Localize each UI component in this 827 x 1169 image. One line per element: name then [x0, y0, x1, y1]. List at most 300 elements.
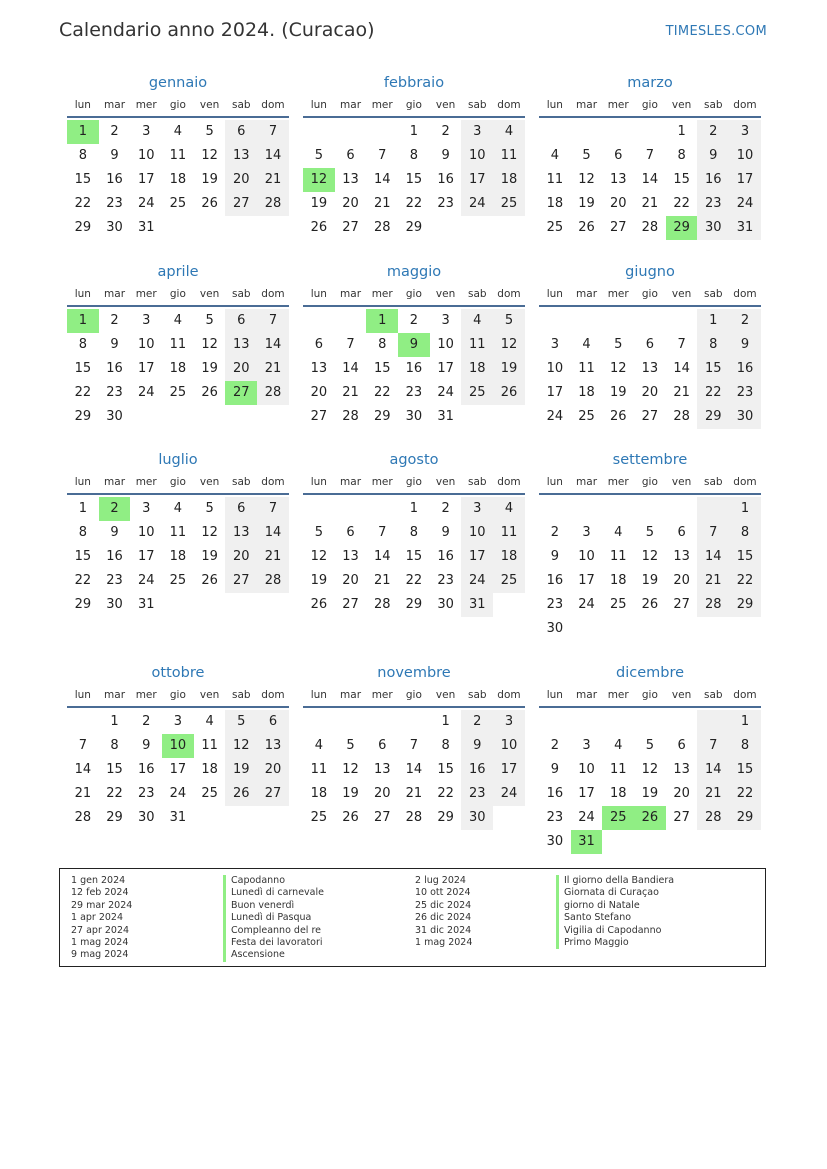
empty-cell [634, 309, 666, 333]
month-name: aprile [157, 264, 199, 280]
weekday-label: sab [467, 99, 487, 111]
day-cell: 1 [729, 710, 761, 734]
empty-cell [697, 710, 729, 734]
weekday-label: mer [607, 689, 629, 701]
day-cell: 1 [441, 714, 450, 729]
day-cell: 28 [257, 569, 289, 593]
day-cell: 8 [378, 337, 387, 352]
day-cell: 20 [342, 196, 359, 211]
empty-cell [539, 120, 571, 144]
empty-cell [666, 710, 698, 734]
day-cell: 18 [201, 762, 218, 777]
day-cell: 30 [546, 834, 564, 849]
empty-cell [602, 120, 634, 144]
day-cell: 24 [493, 782, 525, 806]
day-cell: 1 [729, 497, 761, 521]
day-cell: 3 [142, 313, 151, 328]
weekday-label: dom [261, 689, 285, 701]
day-cell: 23 [546, 597, 564, 612]
day-cell: 22 [437, 786, 454, 801]
day-cell: 4 [550, 148, 559, 163]
day-cell: 27 [225, 192, 257, 216]
day-cell: 21 [257, 357, 289, 381]
day-cell: 17 [493, 758, 525, 782]
day-cell: 31 [137, 597, 155, 612]
month-name: giugno [625, 264, 675, 280]
holiday-legend [59, 868, 766, 967]
day-cell: 25 [546, 220, 564, 235]
day-cell: 14 [74, 762, 92, 777]
legend-holiday-name: giorno di Natale [556, 900, 674, 912]
day-cell: 16 [106, 172, 123, 187]
day-cell: 25 [169, 385, 187, 400]
empty-cell [666, 309, 698, 333]
empty-cell [335, 120, 367, 144]
day-cell: 15 [437, 762, 454, 777]
weekday-label: gio [169, 689, 186, 701]
weekday-label: lun [310, 99, 327, 111]
day-cell: 1 [677, 124, 686, 139]
day-cell: 13 [641, 361, 659, 376]
day-cell: 10 [137, 525, 155, 540]
day-cell: 31 [437, 409, 454, 424]
day-cell: 10 [137, 148, 155, 163]
day-cell: 12 [310, 549, 328, 564]
weekday-label: gio [641, 476, 658, 488]
day-cell: 9 [697, 144, 729, 168]
weekday-label: ven [199, 689, 220, 701]
day-cell: 13 [225, 333, 257, 357]
day-cell: 13 [673, 762, 690, 777]
month-name: marzo [627, 75, 673, 91]
day-cell: 3 [461, 497, 493, 521]
day-cell: 30 [106, 597, 123, 612]
day-cell: 24 [169, 786, 187, 801]
day-cell: 26 [225, 782, 257, 806]
weekday-label: sab [231, 288, 251, 300]
legend-date: 1 mag 2024 [71, 937, 129, 949]
day-cell: 27 [673, 810, 690, 825]
day-cell: 11 [609, 762, 627, 777]
day-cell: 11 [546, 172, 564, 187]
day-cell: 18 [609, 573, 627, 588]
day-cell: 21 [373, 196, 391, 211]
day-cell: 27 [641, 409, 659, 424]
day-cell: 20 [225, 545, 257, 569]
day-cell: 29 [437, 810, 454, 825]
legend-date: 31 dic 2024 [415, 924, 472, 936]
day-cell: 16 [461, 758, 493, 782]
legend-holiday-name: Buon venerdì [223, 900, 324, 912]
empty-cell [398, 710, 430, 734]
month-febbraio [303, 72, 525, 240]
legend-holiday-name: Giornata di Curaçao [556, 887, 674, 899]
day-cell: 5 [493, 309, 525, 333]
legend-holiday-name: Primo Maggio [556, 937, 674, 949]
day-cell: 31 [169, 810, 187, 825]
day-cell: 8 [110, 738, 119, 753]
weekday-label: lun [546, 99, 563, 111]
day-cell: 4 [205, 714, 214, 729]
day-cell: 13 [225, 144, 257, 168]
day-cell: 16 [137, 762, 155, 777]
day-cell: 4 [614, 525, 623, 540]
day-cell: 3 [461, 120, 493, 144]
empty-cell [335, 497, 367, 521]
legend-dates-right [415, 875, 472, 949]
day-cell: 28 [641, 220, 659, 235]
day-cell: 5 [645, 525, 655, 540]
month-luglio [67, 449, 289, 617]
day-cell: 27 [225, 569, 257, 593]
day-cell: 23 [137, 786, 155, 801]
day-cell: 8 [677, 148, 686, 163]
day-grid [539, 120, 761, 240]
empty-cell [539, 497, 571, 521]
day-cell: 5 [225, 710, 257, 734]
day-cell: 4 [614, 738, 623, 753]
empty-cell [571, 497, 603, 521]
day-cell: 30 [106, 409, 123, 424]
day-cell: 19 [641, 786, 659, 801]
day-cell: 11 [493, 144, 525, 168]
weekday-label: ven [671, 476, 692, 488]
day-cell: 4 [173, 124, 183, 139]
day-cell: 4 [461, 309, 493, 333]
month-giugno [539, 261, 761, 429]
weekday-label: sab [467, 689, 487, 701]
weekday-label: lun [546, 689, 563, 701]
legend-date: 27 apr 2024 [71, 924, 130, 936]
day-grid [303, 497, 525, 617]
day-cell: 22 [729, 782, 761, 806]
day-cell: 7 [645, 148, 655, 163]
weekday-label: sab [703, 99, 723, 111]
day-cell: 14 [373, 172, 391, 187]
day-cell: 10 [461, 521, 493, 545]
weekday-label: gio [641, 99, 658, 111]
day-cell: 17 [137, 361, 155, 376]
day-cell: 30 [461, 806, 493, 830]
legend-date: 12 feb 2024 [71, 887, 129, 899]
empty-cell [303, 120, 335, 144]
holiday-day-cell: 1 [67, 120, 99, 144]
legend-date: 1 apr 2024 [71, 912, 124, 924]
day-cell: 13 [373, 762, 391, 777]
month-name: ottobre [151, 665, 205, 681]
day-cell: 17 [461, 168, 493, 192]
legend-holiday-name: Lunedì di Pasqua [223, 912, 324, 924]
day-cell: 30 [405, 409, 423, 424]
weekday-label: mer [371, 99, 393, 111]
day-cell: 26 [493, 381, 525, 405]
day-cell: 20 [609, 196, 627, 211]
weekday-header [67, 283, 289, 307]
day-cell: 26 [201, 196, 218, 211]
day-cell: 2 [409, 313, 419, 328]
weekday-label: ven [435, 476, 456, 488]
day-cell: 21 [257, 168, 289, 192]
page-title: Calendario anno 2024. (Curacao) [59, 19, 375, 41]
day-cell: 6 [378, 738, 387, 753]
weekday-label: gio [641, 689, 658, 701]
day-cell: 20 [225, 357, 257, 381]
day-cell: 11 [493, 521, 525, 545]
weekday-label: gio [169, 99, 186, 111]
day-cell: 16 [437, 172, 454, 187]
day-cell: 9 [110, 148, 119, 163]
day-cell: 29 [697, 405, 729, 429]
day-cell: 23 [405, 385, 423, 400]
day-cell: 2 [441, 501, 450, 516]
legend-date: 26 dic 2024 [415, 912, 472, 924]
day-cell: 15 [106, 762, 123, 777]
day-cell: 5 [314, 148, 323, 163]
day-cell: 20 [225, 168, 257, 192]
weekday-header [539, 283, 761, 307]
day-cell: 19 [578, 196, 595, 211]
weekday-label: gio [405, 476, 422, 488]
month-agosto [303, 449, 525, 617]
weekday-label: mar [104, 288, 126, 300]
day-grid [303, 710, 525, 830]
day-cell: 8 [697, 333, 729, 357]
day-cell: 29 [373, 409, 391, 424]
day-cell: 26 [310, 220, 328, 235]
day-cell: 9 [142, 738, 151, 753]
day-cell: 17 [137, 172, 155, 187]
weekday-label: sab [467, 288, 487, 300]
day-cell: 5 [645, 738, 655, 753]
day-cell: 14 [373, 549, 391, 564]
empty-cell [634, 710, 666, 734]
weekday-label: lun [74, 288, 91, 300]
day-cell: 15 [697, 357, 729, 381]
weekday-label: mer [135, 476, 157, 488]
day-cell: 7 [378, 148, 387, 163]
day-cell: 16 [106, 361, 123, 376]
day-cell: 27 [373, 810, 391, 825]
day-cell: 28 [373, 220, 391, 235]
day-cell: 3 [441, 313, 450, 328]
day-grid [539, 497, 761, 641]
day-grid [67, 497, 289, 617]
day-cell: 8 [78, 525, 87, 540]
legend-date: 9 mag 2024 [71, 949, 129, 961]
day-cell: 27 [342, 220, 359, 235]
day-cell: 24 [546, 409, 564, 424]
empty-cell [602, 710, 634, 734]
day-cell: 8 [78, 148, 87, 163]
day-cell: 13 [342, 172, 359, 187]
day-cell: 15 [373, 361, 391, 376]
day-cell: 30 [437, 597, 454, 612]
day-cell: 6 [314, 337, 323, 352]
month-marzo [539, 72, 761, 240]
day-cell: 12 [201, 337, 218, 352]
day-cell: 14 [257, 333, 289, 357]
day-cell: 24 [578, 810, 595, 825]
day-cell: 10 [578, 762, 595, 777]
weekday-label: dom [497, 99, 521, 111]
month-novembre [303, 662, 525, 830]
weekday-label: dom [261, 288, 285, 300]
weekday-header [539, 684, 761, 708]
weekday-label: ven [671, 288, 692, 300]
day-cell: 31 [137, 220, 155, 235]
day-cell: 10 [137, 337, 155, 352]
weekday-label: lun [310, 476, 327, 488]
weekday-label: ven [435, 288, 456, 300]
day-cell: 2 [550, 738, 559, 753]
day-cell: 19 [641, 573, 659, 588]
day-cell: 12 [225, 734, 257, 758]
day-cell: 18 [169, 361, 187, 376]
empty-cell [303, 309, 335, 333]
empty-cell [602, 309, 634, 333]
day-cell: 7 [78, 738, 87, 753]
day-cell: 5 [346, 738, 355, 753]
day-cell: 8 [729, 734, 761, 758]
empty-cell [571, 309, 603, 333]
day-cell: 19 [310, 573, 328, 588]
day-cell: 14 [673, 361, 690, 376]
weekday-label: mer [371, 689, 393, 701]
day-cell: 28 [74, 810, 92, 825]
day-cell: 20 [342, 573, 359, 588]
weekday-label: dom [733, 99, 757, 111]
day-cell: 13 [310, 361, 328, 376]
day-cell: 20 [310, 385, 328, 400]
day-cell: 26 [342, 810, 359, 825]
day-cell: 30 [546, 621, 564, 636]
weekday-header [67, 94, 289, 118]
brand-link[interactable]: TIMESLES.COM [665, 24, 767, 39]
day-cell: 3 [582, 525, 591, 540]
day-cell: 13 [609, 172, 627, 187]
weekday-label: mer [135, 689, 157, 701]
day-cell: 8 [409, 148, 419, 163]
day-cell: 20 [641, 385, 659, 400]
weekday-label: dom [497, 476, 521, 488]
day-cell: 14 [697, 758, 729, 782]
day-cell: 25 [310, 810, 328, 825]
day-cell: 31 [729, 216, 761, 240]
day-cell: 17 [578, 573, 595, 588]
weekday-header [67, 471, 289, 495]
weekday-header [539, 94, 761, 118]
day-cell: 27 [310, 409, 328, 424]
day-cell: 6 [257, 710, 289, 734]
day-grid [67, 309, 289, 429]
weekday-label: mar [340, 689, 362, 701]
day-cell: 4 [582, 337, 591, 352]
weekday-label: sab [703, 288, 723, 300]
day-cell: 12 [201, 525, 218, 540]
day-cell: 2 [110, 313, 119, 328]
weekday-label: dom [733, 476, 757, 488]
day-cell: 11 [169, 337, 187, 352]
day-cell: 9 [729, 333, 761, 357]
day-grid [67, 710, 289, 830]
day-cell: 14 [257, 521, 289, 545]
day-cell: 23 [697, 192, 729, 216]
day-cell: 5 [314, 525, 323, 540]
weekday-label: gio [169, 288, 186, 300]
day-cell: 15 [729, 758, 761, 782]
day-cell: 11 [169, 525, 187, 540]
month-dicembre [539, 662, 761, 854]
weekday-label: lun [74, 476, 91, 488]
day-cell: 7 [697, 734, 729, 758]
holiday-day-cell: 1 [366, 309, 398, 333]
day-cell: 25 [169, 573, 187, 588]
day-cell: 16 [106, 549, 123, 564]
day-cell: 6 [346, 148, 355, 163]
day-grid [539, 309, 761, 429]
day-cell: 16 [729, 357, 761, 381]
day-cell: 4 [173, 501, 183, 516]
day-cell: 18 [546, 196, 564, 211]
day-cell: 19 [201, 549, 218, 564]
weekday-header [303, 94, 525, 118]
day-cell: 25 [169, 196, 187, 211]
day-cell: 7 [346, 337, 355, 352]
day-cell: 21 [641, 196, 659, 211]
month-name: dicembre [615, 665, 685, 681]
day-cell: 14 [405, 762, 423, 777]
month-name: agosto [389, 452, 439, 468]
weekday-label: mer [135, 99, 157, 111]
day-cell: 16 [437, 549, 454, 564]
day-cell: 30 [697, 216, 729, 240]
day-cell: 20 [257, 758, 289, 782]
day-cell: 19 [201, 172, 218, 187]
day-cell: 28 [257, 381, 289, 405]
weekday-label: lun [310, 689, 327, 701]
day-cell: 19 [310, 196, 328, 211]
day-cell: 29 [74, 409, 92, 424]
day-cell: 29 [729, 806, 761, 830]
month-settembre [539, 449, 761, 641]
weekday-label: dom [733, 288, 757, 300]
day-cell: 14 [257, 144, 289, 168]
legend-date: 2 lug 2024 [415, 875, 466, 886]
weekday-label: dom [497, 288, 521, 300]
empty-cell [539, 710, 571, 734]
day-cell: 28 [697, 806, 729, 830]
day-cell: 6 [677, 525, 686, 540]
day-cell: 18 [310, 786, 328, 801]
day-cell: 7 [409, 738, 419, 753]
weekday-label: lun [546, 288, 563, 300]
day-cell: 22 [106, 786, 123, 801]
day-cell: 19 [493, 357, 525, 381]
day-cell: 9 [110, 337, 119, 352]
day-cell: 10 [493, 734, 525, 758]
day-cell: 17 [578, 786, 595, 801]
day-cell: 29 [106, 810, 123, 825]
legend-date: 1 gen 2024 [71, 875, 126, 886]
day-cell: 9 [550, 549, 559, 564]
day-cell: 17 [137, 549, 155, 564]
weekday-label: mer [607, 288, 629, 300]
month-name: febbraio [383, 75, 445, 91]
day-cell: 26 [609, 409, 627, 424]
day-grid [303, 120, 525, 240]
weekday-label: sab [231, 689, 251, 701]
day-cell: 1 [110, 714, 119, 729]
